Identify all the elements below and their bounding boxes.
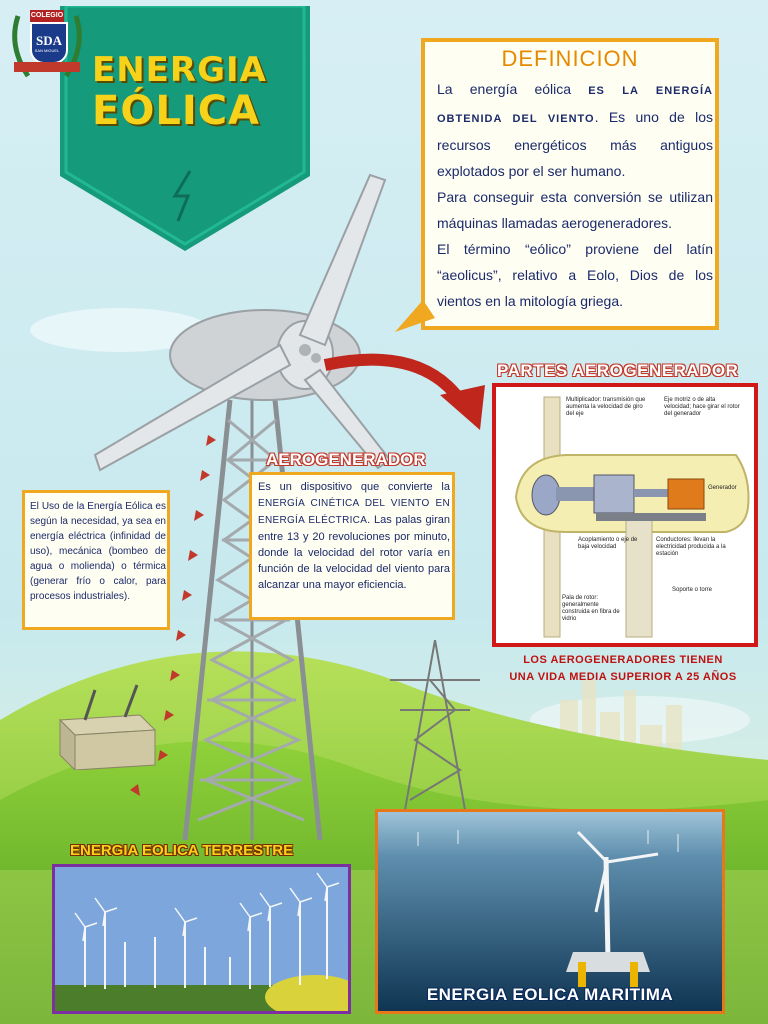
onshore-wind-farm-image <box>55 867 348 1011</box>
definition-text-a: La energía eólica <box>437 81 589 97</box>
parts-heading: PARTES AEROGENERADOR <box>497 361 739 380</box>
aerogenerador-text-emphasis: ENERGÍA CINÉTICA DEL VIENTO EN ENERGÍA ELÉCTRICA <box>258 498 450 526</box>
school-logo <box>8 6 86 84</box>
label-generador: Generador <box>708 485 737 491</box>
power-pylon-icon <box>385 640 485 810</box>
title-line2: EÓLICA <box>92 88 261 134</box>
parts-diagram <box>492 383 758 647</box>
label-palas: Pala de rotor: generalmente construida en fibra de vidrio <box>562 595 620 622</box>
label-multiplicador: Multiplicador: transmisión que aumenta la velocidad de giro del eje <box>566 397 646 417</box>
logo-top-text: COLEGIO <box>30 10 64 22</box>
aerogenerador-heading: AEROGENERADOR <box>266 450 426 469</box>
arrow-icon <box>320 345 500 435</box>
definition-text-emphasis: ES LA ENERGÍA OBTENIDA DEL VIENTO <box>437 85 713 125</box>
aerogenerador-box <box>249 472 455 620</box>
aerogenerador-body <box>258 479 450 593</box>
transformer-icon <box>55 680 165 770</box>
maritima-heading: ENERGIA EOLICA MARITIMA <box>426 985 674 1004</box>
aerogenerador-text-c: . Las palas giran entre 13 y 20 revoluciones por minuto, donde la velocidad del rotor varía en función de la velocidad del viento para alcanzar una mayor eficiencia. <box>258 514 450 591</box>
logo-sub-text: SAN MIGUEL <box>34 48 60 53</box>
definition-paragraph-3: El término “eólico” proviene del latín “aeolicus”, relativo a Eolo, Dios de los vientos en la mitología griega. <box>437 241 713 309</box>
lifespan-note <box>478 652 768 686</box>
uso-box <box>22 490 170 630</box>
uso-body: El Uso de la Energía Eólica es según la necesidad, ya sea en energía eléctrica (infinidad de uso), mecánica (bombeo de agua o molienda) o térmica (generar frío o calor, para procesos industriales). <box>30 501 166 602</box>
definition-body <box>437 76 713 314</box>
label-eje-motriz: Eje motriz o de alta velocidad; hace girar el rotor del generador <box>664 397 740 417</box>
label-conductores: Conductores: llevan la electricidad producida a la estación <box>656 537 726 557</box>
terrestre-heading: ENERGIA EOLICA TERRESTRE <box>70 842 294 859</box>
lifespan-note-line2: UNA VIDA MEDIA SUPERIOR A 25 AÑOS <box>509 671 737 683</box>
definition-heading: DEFINICION <box>501 46 639 71</box>
offshore-wind-farm-image <box>378 812 722 1011</box>
label-acoplamiento: Acoplamiento o eje de baja velocidad <box>578 537 638 550</box>
callout-pointer <box>395 300 435 335</box>
lifespan-note-line1: LOS AEROGENERADORES TIENEN <box>523 654 723 666</box>
logo-initials: SDA <box>30 22 68 64</box>
definition-paragraph-2: Para conseguir esta conversión se utilizan máquinas llamadas aerogeneradores. <box>437 189 713 231</box>
definition-text-c: . Es uno de los recursos energéticos más antiguos explotados por el ser humano. <box>437 109 713 179</box>
definition-box <box>421 38 719 330</box>
terrestre-photo <box>52 864 351 1014</box>
maritima-photo <box>375 809 725 1014</box>
title-line1: ENERGIA <box>92 50 267 90</box>
label-soporte: Soporte o torre <box>672 587 713 593</box>
aerogenerador-text-a: Es un dispositivo que convierte la <box>258 481 450 493</box>
logo-ribbon <box>14 62 80 72</box>
